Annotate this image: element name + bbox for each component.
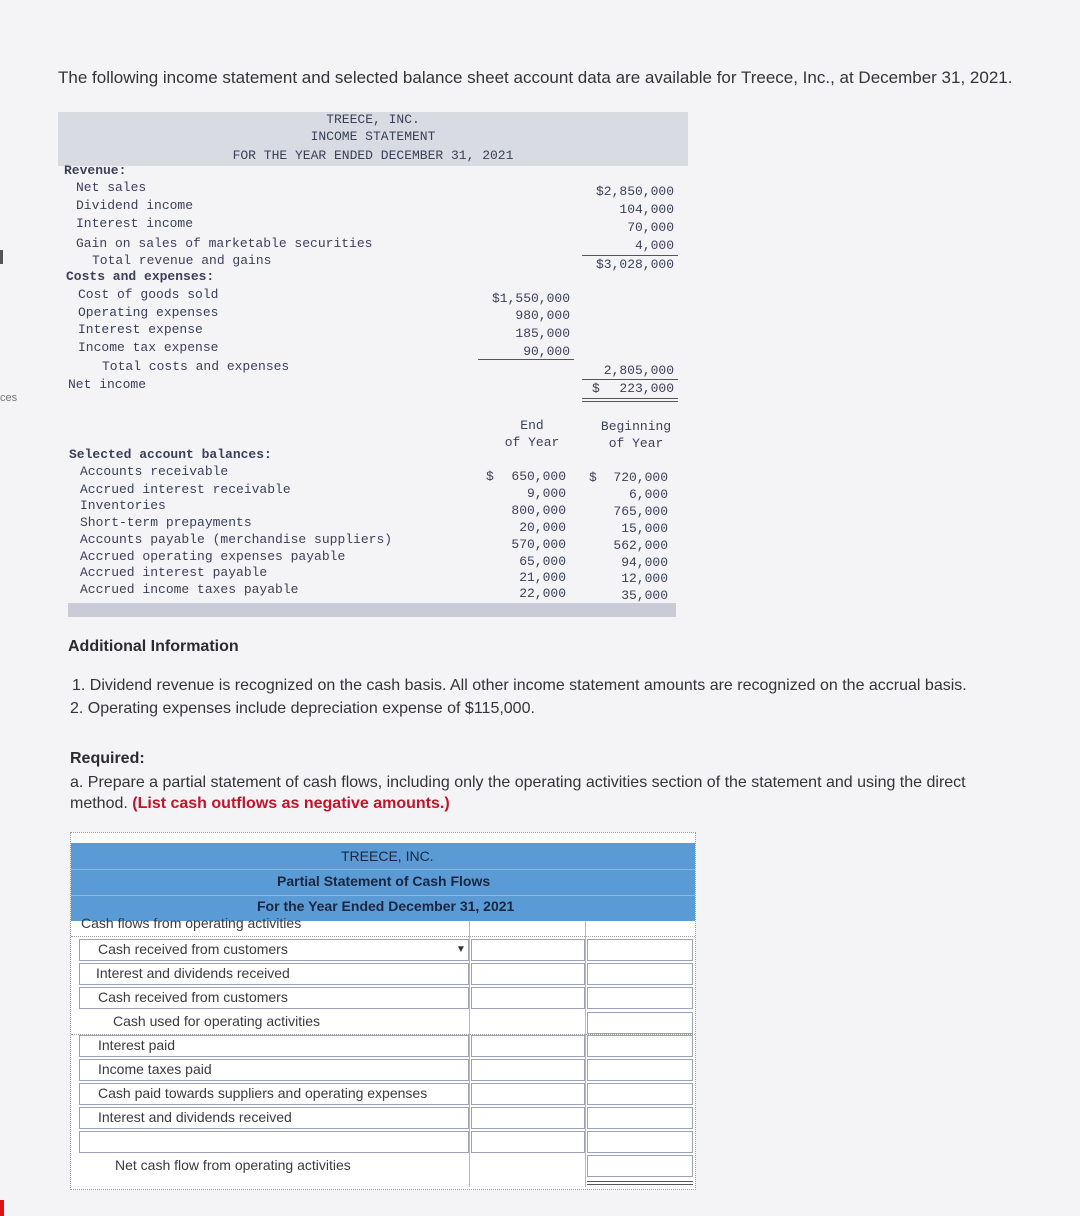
cf-row-label: Cash used for operating activities <box>113 1013 320 1029</box>
revenue-item-label: Dividend income <box>76 198 194 213</box>
underline <box>582 255 678 256</box>
cf-line-1-amount[interactable] <box>471 939 585 961</box>
net-income-label: Net income <box>68 377 147 392</box>
cf-net-label: Net cash flow from operating activities <box>115 1157 351 1173</box>
cost-item-label: Income tax expense <box>78 340 219 355</box>
revenue-item-value: 70,000 <box>627 220 674 235</box>
end-dollar: $ <box>486 469 494 484</box>
cf-row-label: Income taxes paid <box>98 1061 212 1077</box>
beg-dollar: $ <box>589 470 597 485</box>
balance-row-end: 65,000 <box>519 554 566 569</box>
cf-line-6-select[interactable] <box>79 1059 469 1081</box>
cf-line-9-amount[interactable] <box>471 1131 585 1153</box>
cost-item-label: Cost of goods sold <box>78 287 219 302</box>
side-text: ces <box>0 392 18 404</box>
required-method: method. <box>70 795 128 812</box>
cf-line-1-select[interactable] <box>79 939 469 961</box>
intro-text: The following income statement and selected balance sheet account data are available for Treece, Inc., at December 31, 2021. <box>58 68 1013 87</box>
balance-row-end: 20,000 <box>519 520 566 535</box>
balance-row-end: 650,000 <box>511 469 566 484</box>
revenue-item-value: 104,000 <box>619 202 674 217</box>
cf-row-label: Cash paid towards suppliers and operating expenses <box>98 1085 428 1101</box>
cf-row-label: Interest and dividends received <box>96 965 290 981</box>
balance-row-end: 9,000 <box>526 486 566 501</box>
col-divider <box>469 921 470 1187</box>
total-costs-value: 2,805,000 <box>603 363 674 378</box>
balance-row-label: Inventories <box>80 498 166 513</box>
costs-heading: Costs and expenses: <box>66 269 215 284</box>
cf-line-9-select[interactable] <box>79 1131 469 1153</box>
additional-title: Additional Information <box>68 638 239 655</box>
cost-item-value: 185,000 <box>515 326 570 341</box>
col-beg-label-1: Beginning <box>600 419 672 434</box>
balance-row-beg: 94,000 <box>621 555 668 570</box>
cost-item-value: $1,550,000 <box>491 291 570 306</box>
revenue-heading: Revenue: <box>64 163 127 178</box>
cf-line-2-select[interactable] <box>79 963 469 985</box>
required-title: Required: <box>70 750 145 767</box>
required-line-2 <box>70 795 450 813</box>
total-costs-label: Total costs and expenses <box>102 359 290 374</box>
cf-row-label: Cash flows from operating activities <box>81 915 302 931</box>
cf-line-8-select[interactable] <box>79 1107 469 1129</box>
balance-row-beg: 12,000 <box>621 571 668 586</box>
double-underline <box>582 398 678 399</box>
balance-row-beg: 720,000 <box>613 470 668 485</box>
cf-line-5-amount[interactable] <box>471 1035 585 1057</box>
cf-subtotal-amount[interactable] <box>587 1012 693 1034</box>
cost-item-label: Interest expense <box>78 322 203 337</box>
balance-row-label: Accrued operating expenses payable <box>80 549 346 564</box>
is-company: TREECE, INC. <box>326 112 420 127</box>
balance-row-end: 570,000 <box>511 537 566 552</box>
cf-line-3-select[interactable] <box>79 987 469 1009</box>
balances-footer-bar <box>68 603 676 617</box>
balance-row-end: 22,000 <box>519 586 566 601</box>
balance-row-end: 800,000 <box>511 503 566 518</box>
header-divider <box>71 895 695 896</box>
col-divider <box>585 921 586 1187</box>
balances-heading: Selected account balances: <box>69 447 272 462</box>
cost-item-label: Operating expenses <box>78 305 219 320</box>
underline <box>478 359 574 360</box>
balance-row-label: Accrued income taxes payable <box>80 582 299 597</box>
cf-line-7-select[interactable] <box>79 1083 469 1105</box>
cf-line-9-total[interactable] <box>587 1131 693 1153</box>
balance-row-beg: 562,000 <box>613 538 668 553</box>
balance-row-label: Accounts payable (merchandise suppliers) <box>80 532 393 547</box>
cf-line-5-select[interactable] <box>79 1035 469 1057</box>
balance-row-beg: 6,000 <box>628 487 668 502</box>
required-note: (List cash outflows as negative amounts.) <box>132 795 450 812</box>
header-divider <box>71 869 695 870</box>
cf-row-label: Interest paid <box>98 1037 176 1053</box>
balance-row-beg: 765,000 <box>613 504 668 519</box>
revenue-item-label: Net sales <box>76 180 147 195</box>
cost-item-value: 980,000 <box>515 308 570 323</box>
net-income-value: 223,000 <box>619 381 674 396</box>
is-period: FOR THE YEAR ENDED DECEMBER 31, 2021 <box>232 148 514 163</box>
underline <box>582 379 678 380</box>
col-end-label-1: End <box>520 418 544 433</box>
double-underline <box>587 1184 693 1185</box>
red-edge-mark <box>0 1200 4 1216</box>
cf-line-8-total[interactable] <box>587 1107 693 1129</box>
is-title: INCOME STATEMENT <box>310 129 436 144</box>
cf-line-3-amount[interactable] <box>471 987 585 1009</box>
cf-line-7-amount[interactable] <box>471 1083 585 1105</box>
cf-row-label: Cash received from customers <box>98 989 288 1005</box>
balance-row-beg: 35,000 <box>621 588 668 603</box>
income-statement-header <box>58 112 688 166</box>
cf-line-7-total[interactable] <box>587 1083 693 1105</box>
revenue-item-label: Interest income <box>76 216 194 231</box>
cf-line-6-total[interactable] <box>587 1059 693 1081</box>
cf-line-6-amount[interactable] <box>471 1059 585 1081</box>
cf-row-label: Cash received from customers <box>98 941 288 957</box>
cf-line-1-total[interactable] <box>587 939 693 961</box>
cf-company: TREECE, INC. <box>341 848 434 864</box>
additional-item-2: 2. Operating expenses include depreciation expense of $115,000. <box>70 700 535 717</box>
cf-row-label: Interest and dividends received <box>98 1109 292 1125</box>
revenue-item-label: Gain on sales of marketable securities <box>76 236 373 251</box>
cf-title: Partial Statement of Cash Flows <box>277 873 491 889</box>
col-end-label-2: of Year <box>504 435 560 450</box>
cf-period: For the Year Ended December 31, 2021 <box>257 898 515 914</box>
left-edge-mark <box>0 250 3 264</box>
cash-flow-header <box>71 843 695 921</box>
dropdown-arrow-icon: ▼ <box>456 944 466 955</box>
balance-row-label: Accrued interest receivable <box>80 482 291 497</box>
balance-row-label: Accrued interest payable <box>80 565 268 580</box>
cf-line-2-total[interactable] <box>587 963 693 985</box>
required-line-1: a. Prepare a partial statement of cash flows, including only the operating activities section of the statement and using the direct <box>70 774 966 791</box>
cf-line-2-amount[interactable] <box>471 963 585 985</box>
double-underline <box>582 401 678 402</box>
cf-line-8-amount[interactable] <box>471 1107 585 1129</box>
balance-row-end: 21,000 <box>519 570 566 585</box>
cf-line-5-total[interactable] <box>587 1035 693 1057</box>
revenue-item-value: 4,000 <box>634 238 674 253</box>
balance-row-beg: 15,000 <box>621 521 668 536</box>
balance-row-label: Accounts receivable <box>80 464 229 479</box>
total-revenue-value: $3,028,000 <box>595 257 674 272</box>
net-income-dollar: $ <box>592 381 600 396</box>
additional-item-1: 1. Dividend revenue is recognized on the cash basis. All other income statement amounts are recognized on the accrual basis. <box>72 677 967 694</box>
cost-item-value: 90,000 <box>523 344 570 359</box>
cf-net-amount[interactable] <box>587 1155 693 1177</box>
col-beg-label-2: of Year <box>608 436 664 451</box>
row-divider <box>71 936 695 938</box>
balance-row-label: Short-term prepayments <box>80 515 252 530</box>
cash-flow-table <box>70 832 696 1190</box>
revenue-item-value: $2,850,000 <box>595 184 674 199</box>
double-underline <box>587 1181 693 1182</box>
total-revenue-label: Total revenue and gains <box>92 253 272 268</box>
cf-line-3-total[interactable] <box>587 987 693 1009</box>
